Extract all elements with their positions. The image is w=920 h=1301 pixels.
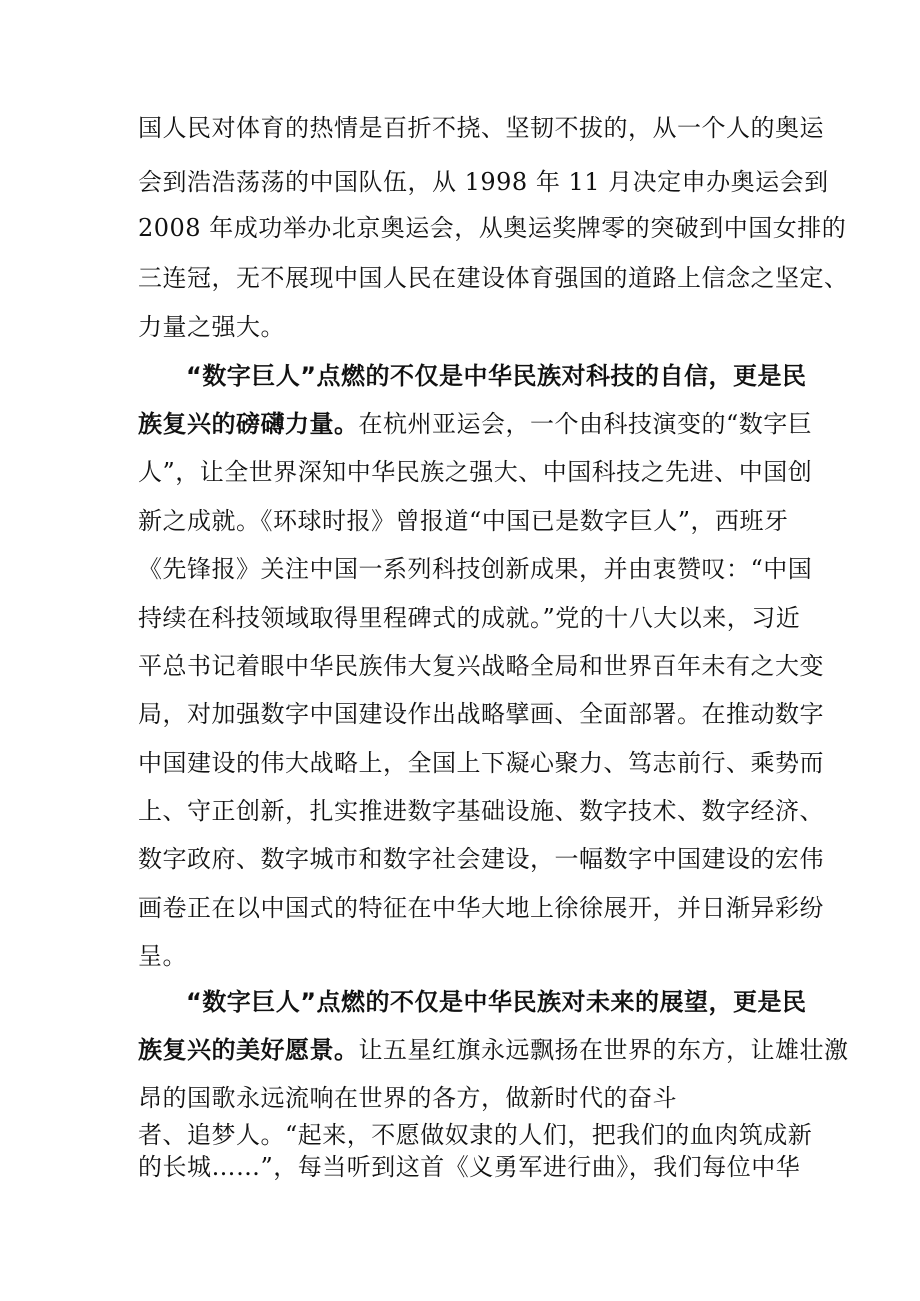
paragraph-2-lead-line-1: “数字巨人”点燃的不仅是中华民族对科技的自信，更是民: [186, 362, 807, 390]
paragraph-2-lead-bold: 族复兴的磅礴力量。: [138, 410, 359, 438]
paragraph-2-line-9: 中国建设的伟大战略上，全国上下凝心聚力、笃志前行、乘势而: [138, 749, 824, 777]
paragraph-2-lead-rest: 在杭州亚运会，一个由科技演变的“数字巨: [358, 410, 813, 438]
paragraph-1-line-4: 三连冠，无不展现中国人民在建设体育强国的道路上信念之坚定、: [138, 264, 849, 292]
paragraph-3-lead-bold: 的美好愿景。: [211, 1036, 359, 1064]
paragraph-3-line-3: 昂的国歌永远流响在世界的各方，做新时代的奋斗: [138, 1084, 677, 1112]
paragraph-2-lead-line-2: [138, 408, 813, 440]
paragraph-1-line-3: 2008 年成功举办北京奥运会，从奥运奖牌零的突破到中国女排的: [138, 214, 847, 242]
paragraph-2-line-12: 画卷正在以中国式的特征在中华大地上徐徐展开，并日渐异彩纷: [138, 894, 824, 922]
paragraph-2-line-11: 数字政府、数字城市和数字社会建设，一幅数字中国建设的宏伟: [138, 845, 824, 873]
paragraph-3-lead-line-2: [138, 1034, 849, 1066]
paragraph-2-line-8: 局，对加强数字中国建设作出战略擘画、全面部署。在推动数字: [138, 700, 824, 728]
paragraph-3-lead-plain: 族复兴: [138, 1036, 212, 1064]
paragraph-2-line-10: 上、守正创新，扎实推进数字基础设施、数字技术、数字经济、: [138, 797, 824, 825]
paragraph-3-lead-line-1: “数字巨人”点燃的不仅是中华民族对未来的展望，更是民: [186, 988, 807, 1016]
paragraph-3-lead-rest: 让五星红旗永远飘扬在世界的东方，让雄壮激: [358, 1036, 849, 1064]
paragraph-2-line-7: 平总书记着眼中华民族伟大复兴战略全局和世界百年未有之大变: [138, 652, 824, 680]
paragraph-2-line-4: 新之成就。《环球时报》曾报道“中国已是数字巨人”，西班牙: [138, 507, 789, 535]
paragraph-2-line-3: 人”，让全世界深知中华民族之强大、中国科技之先进、中国创: [138, 458, 813, 486]
paragraph-1-line-1: 国人民对体育的热情是百折不挠、坚韧不拔的，从一个人的奥运: [138, 114, 824, 142]
paragraph-1-line-2: 会到浩浩荡荡的中国队伍，从 1998 年 11 月决定申办奥运会到: [138, 168, 829, 196]
paragraph-2-line-6: 持续在科技领域取得里程碑式的成就。”党的十八大以来，习近: [138, 604, 801, 632]
paragraph-1-line-5: 力量之强大。: [138, 313, 285, 341]
paragraph-3-line-5: 的长城……”，每当听到这首《义勇军进行曲》，我们每位中华: [138, 1153, 801, 1181]
paragraph-2-line-13: 呈。: [138, 942, 187, 970]
paragraph-3-line-4: 者、追梦人。“起来，不愿做奴隶的人们，把我们的血肉筑成新: [138, 1121, 813, 1149]
paragraph-2-line-5: 《先锋报》关注中国一系列科技创新成果，并由衷赞叹：“中国: [138, 555, 813, 583]
